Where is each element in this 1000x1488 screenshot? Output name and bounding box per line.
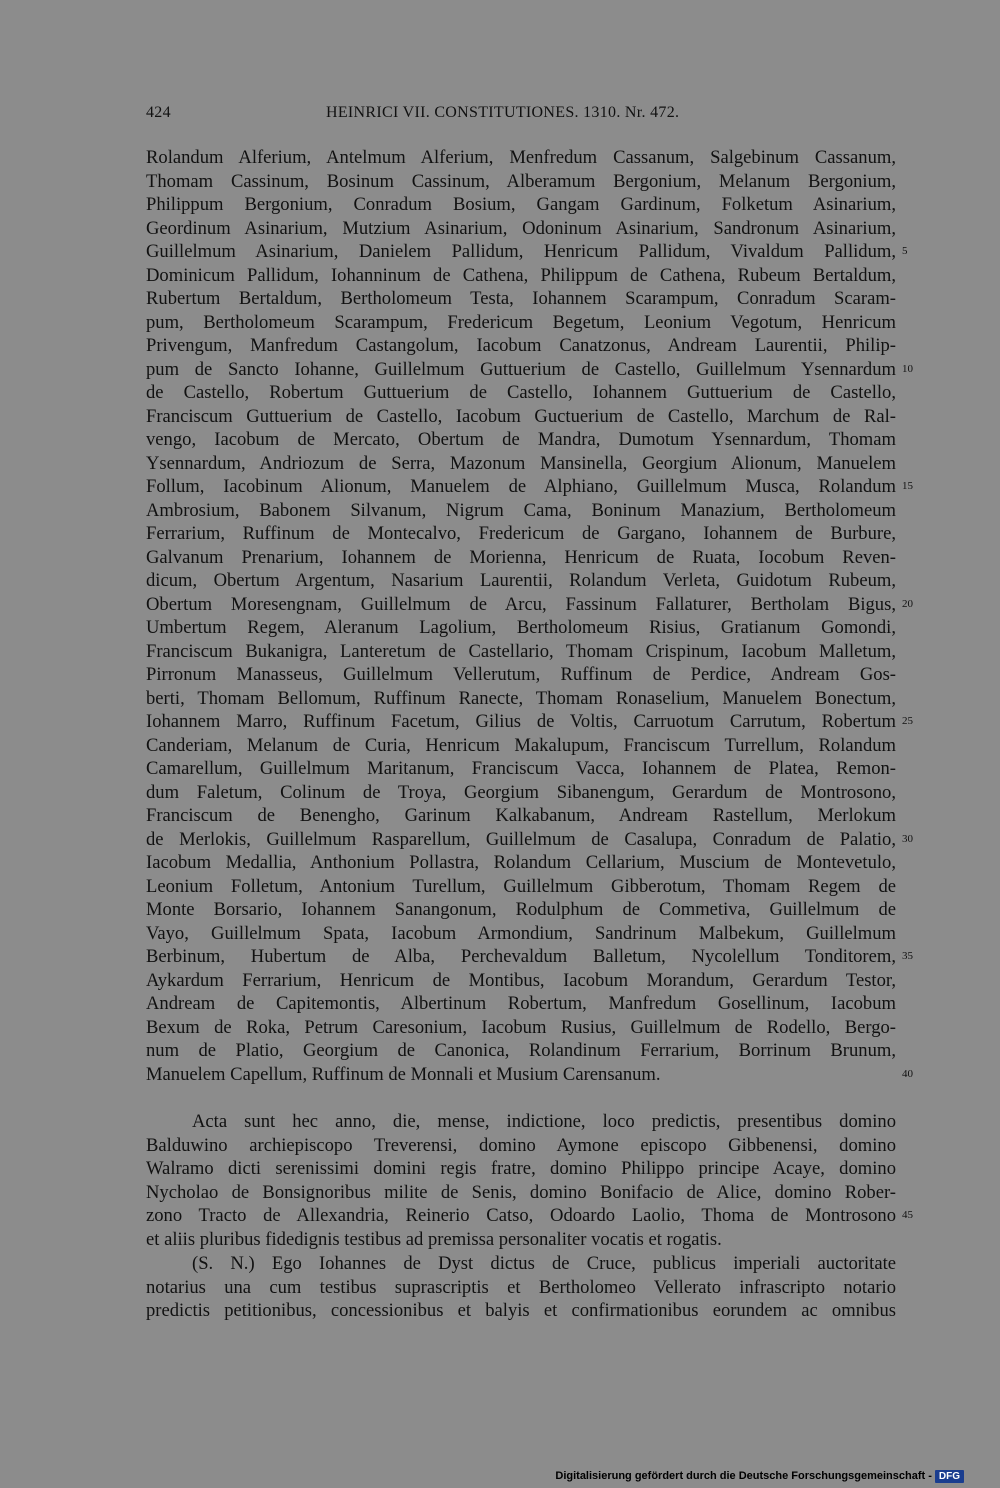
text-line: dum Faletum, Colinum de Troya, Georgium Sibanengum, Gerardum de Montrosono, [146,781,896,803]
text-line: Acta sunt hec anno, die, mense, indictione, loco predictis, presentibus domino [192,1111,896,1132]
page-header [146,104,896,128]
text-line: Iohannem Marro, Ruffinum Facetum, Gilius de Voltis, Carruotum Carrutum, Robertum [146,711,896,732]
text-line: Guillelmum Asinarium, Danielem Pallidum, Henricum Pallidum, Vivaldum Pallidum, [146,241,896,262]
text-line: Rolandum Alferium, Antelmum Alferium, Menfredum Cassanum, Salgebinum Cassanum, [146,147,896,168]
line-marker: 5 [902,245,908,257]
text-line: Aykardum Ferrarium, Henricum de Montibus, Iacobum Morandum, Gerardum Testor, [146,969,896,991]
text-line: Berbinum, Hubertum de Alba, Perchevaldum Balletum, Nycolellum Tonditorem, [146,946,896,967]
text-line: zono Tracto de Allexandria, Reinerio Catso, Odoardo Laolio, Thoma de Montrosono [146,1205,896,1226]
text-line: pum, Bertholomeum Scarampum, Fredericum Begetum, Leonium Vegotum, Henricum [146,311,896,333]
text-line: Pirronum Manasseus, Guillelmum Vellerutum, Ruffinum de Perdice, Andream Gos- [146,664,896,685]
text-line: Manuelem Capellum, Ruffinum de Monnali et Musium Carensanum. [146,1063,661,1085]
text-line: Andream de Capitemontis, Albertinum Robertum, Manfredum Gosellinum, Iacobum [146,993,896,1014]
line-marker: 10 [902,362,913,375]
text-line: Galvanum Prenarium, Iohannem de Morienna, Henricum de Ruata, Iocobum Reven- [146,546,896,568]
text-line: Thomam Cassinum, Bosinum Cassinum, Alberamum Bergonium, Melanum Bergonium, [146,170,896,192]
text-line: Franciscum Bukanigra, Lanteretum de Castellario, Thomam Crispinum, Iacobum Malletum, [146,640,896,662]
text-line: Monte Borsario, Iohannem Sanangonum, Rodulphum de Commetiva, Guillelmum de [146,899,896,920]
text-line: et aliis pluribus fidedignis testibus ad premissa personaliter vocatis et rogatis. [146,1228,722,1250]
line-marker: 45 [902,1209,913,1221]
text-line: Ysennardum, Andriozum de Serra, Mazonum Mansinella, Georgium Alionum, Manuelem [146,452,896,474]
text-line: Umbertum Regem, Aleranum Lagolium, Bertholomeum Risius, Gratianum Gomondi, [146,617,896,638]
text-line: Ambrosium, Babonem Silvanum, Nigrum Cama, Boninum Manazium, Bertholomeum [146,499,896,521]
text-line: dicum, Obertum Argentum, Nasarium Laurentii, Rolandum Verleta, Guidotum Rubeum, [146,570,896,591]
text-line: Privengum, Manfredum Castangolum, Iacobum Canatzonus, Andream Laurentii, Philip- [146,335,896,356]
text-line: Obertum Moresengnam, Guillelmum de Arcu, Fassinum Fallaturer, Bertholam Bigus, [146,593,896,615]
text-line: Philippum Bergonium, Conradum Bosium, Gangam Gardinum, Folketum Asinarium, [146,194,896,215]
text-line: Follum, Iacobinum Alionum, Manuelem de Alphiano, Guillelmum Musca, Rolandum [146,476,896,497]
line-marker: 20 [902,597,913,610]
funding-text: Digitalisierung gefördert durch die Deutsche Forschungsgemeinschaft - [555,1470,932,1482]
text-line: num de Platio, Georgium de Canonica, Rolandinum Ferrarium, Borrinum Brunum, [146,1040,896,1061]
text-line: notarius una cum testibus suprascriptis et Bertholomeo Vellerato infrascripto notario [146,1276,896,1298]
funding-footer [555,1468,964,1484]
text-line: (S. N.) Ego Iohannes de Dyst dictus de Cruce, publicus imperiali auctoritate [192,1253,896,1274]
text-line: pum de Sancto Iohanne, Guillelmum Guttuerium de Castello, Guillelmum Ysennardum [146,358,896,380]
text-line: Iacobum Medallia, Anthonium Pollastra, Rolandum Cellarium, Muscium de Montevetulo, [146,852,896,873]
text-line: Canderiam, Melanum de Curia, Henricum Makalupum, Franciscum Turrellum, Rolandum [146,734,896,756]
text-line: Camarellum, Guillelmum Maritanum, Franciscum Vacca, Iohannem de Platea, Remon- [146,758,896,779]
text-line: Geordinum Asinarium, Mutzium Asinarium, Odoninum Asinarium, Sandronum Asinarium, [146,217,896,239]
line-marker: 35 [902,950,913,962]
line-marker: 15 [902,480,913,492]
text-line: Balduwino archiepiscopo Treverensi, domino Aymone episcopo Gibbenensi, domino [146,1134,896,1156]
text-line: Leonium Folletum, Antonium Turellum, Guillelmum Gibberotum, Thomam Regem de [146,875,896,897]
text-line: berti, Thomam Bellomum, Ruffinum Ranecte, Thomam Ronaselium, Manuelem Bonectum, [146,687,896,709]
text-line: Nycholao de Bonsignoribus milite de Senis, domino Bonifacio de Alice, domino Rober- [146,1181,896,1203]
text-line: de Merlokis, Guillelmum Rasparellum, Guillelmum de Casalupa, Conradum de Palatio, [146,828,896,850]
page-number: 424 [146,104,171,121]
text-line: Franciscum Guttuerium de Castello, Iacobum Guctuerium de Castello, Marchum de Ral- [146,405,896,427]
text-line: Franciscum de Benengho, Garinum Kalkabanum, Andream Rastellum, Merlokum [146,805,896,826]
line-marker: 30 [902,832,913,845]
text-line: vengo, Iacobum de Mercato, Obertum de Mandra, Dumotum Ysennardum, Thomam [146,429,896,450]
line-marker: 40 [902,1067,913,1080]
text-line: Walramo dicti serenissimi domini regis fratre, domino Philippo principe Acaye, domino [146,1158,896,1179]
text-line: de Castello, Robertum Guttuerium de Castello, Iohannem Guttuerium de Castello, [146,382,896,403]
text-line: Dominicum Pallidum, Iohanninum de Cathena, Philippum de Cathena, Rubeum Bertaldum, [146,264,896,286]
text-line: predictis petitionibus, concessionibus et balyis et confirmationibus eorundem ac omnibus [146,1300,896,1321]
text-line: Ferrarium, Ruffinum de Montecalvo, Fredericum de Gargano, Iohannem de Burbure, [146,523,896,544]
text-line: Rubertum Bertaldum, Bertholomeum Testa, Iohannem Scarampum, Conradum Scaram- [146,288,896,309]
dfg-logo: DFG [935,1470,964,1483]
text-line: Vayo, Guillelmum Spata, Iacobum Armondium, Sandrinum Malbekum, Guillelmum [146,922,896,944]
running-title: HEINRICI VII. CONSTITUTIONES. 1310. Nr. 472. [326,104,680,121]
text-line: Bexum de Roka, Petrum Caresonium, Iacobum Rusius, Guillelmum de Rodello, Bergo- [146,1016,896,1038]
line-marker: 25 [902,715,913,727]
